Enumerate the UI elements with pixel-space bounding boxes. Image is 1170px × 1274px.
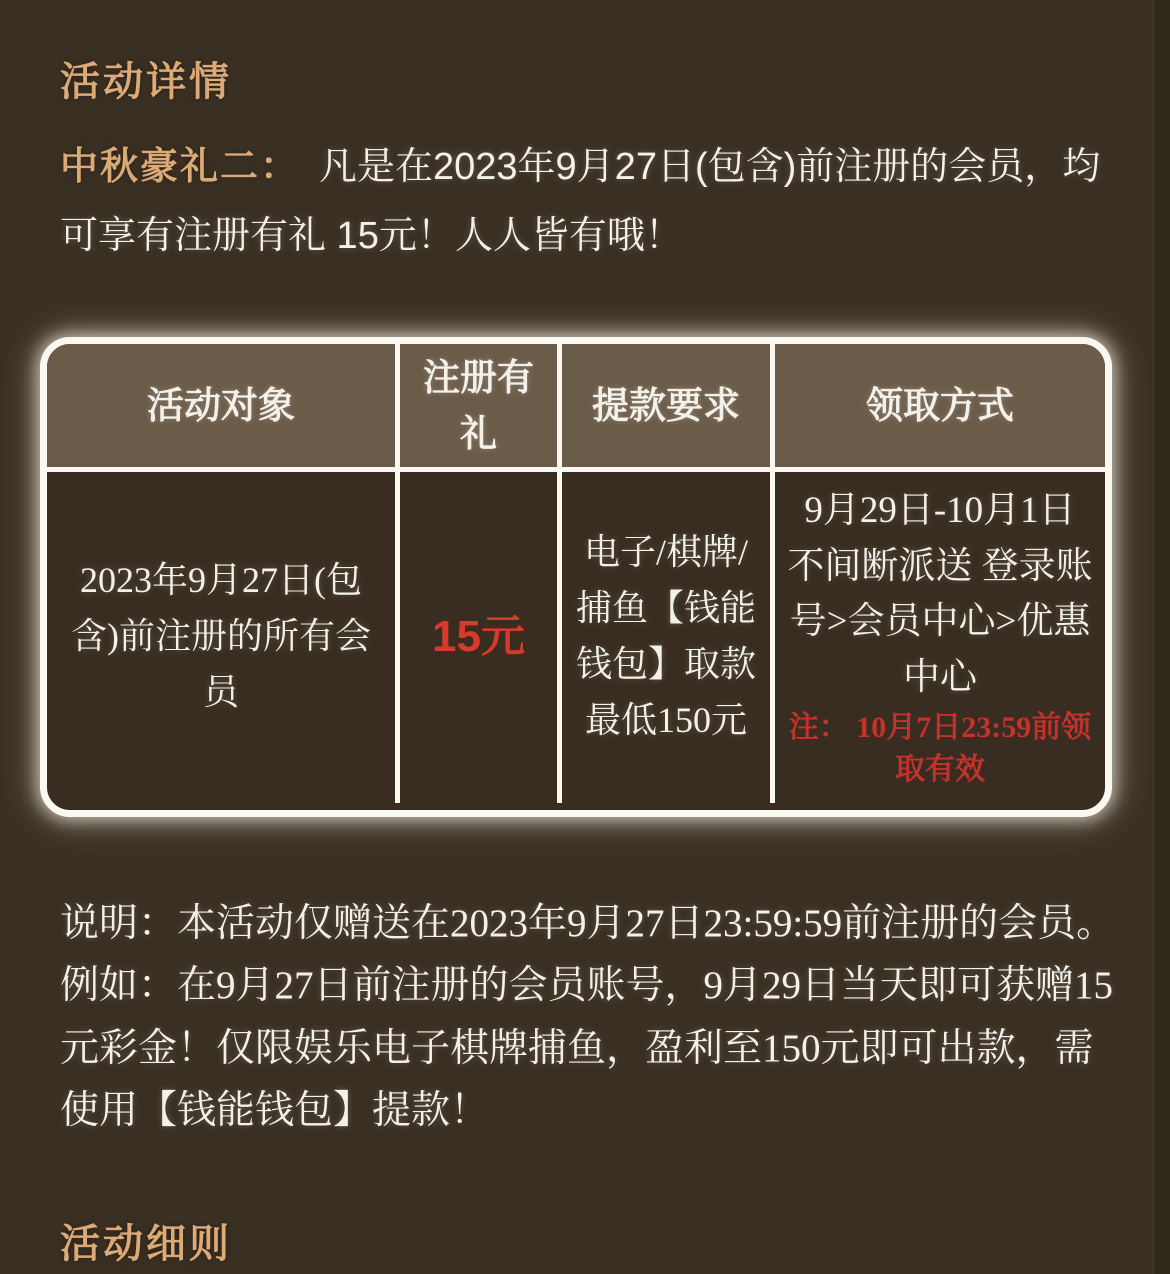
intro-label: 中秋豪礼二： bbox=[60, 146, 282, 188]
promo-table bbox=[40, 337, 1112, 817]
table-body-row bbox=[47, 471, 1105, 803]
claim-note: 注： 10月7日23:59前领取有效 bbox=[788, 711, 1092, 786]
cell-bonus: 15元 bbox=[395, 471, 557, 803]
intro-paragraph bbox=[60, 133, 1122, 271]
cell-target: 2023年9月27日(包含)前注册的所有会员 bbox=[71, 560, 371, 712]
footer-title: 活动细则 bbox=[60, 1222, 232, 1266]
cell-claim bbox=[770, 471, 1105, 803]
header-cell-target: 活动对象 bbox=[47, 344, 395, 472]
page-title: 活动详情 bbox=[60, 60, 232, 104]
intro-text: 凡是在2023年9月27日(包含)前注册的会员，均可享有注册有礼 15元！人人皆有哦！ bbox=[60, 146, 1101, 258]
notes-paragraph bbox=[60, 893, 1122, 1143]
header-cell-withdraw: 提款要求 bbox=[557, 344, 770, 472]
note-line-2: 例如：在9月27日前注册的会员账号，9月29日当天即可获赠15元彩金！仅限娱乐电子棋牌捕鱼，盈利至150元即可出款，需使用【钱能钱包】提款！ bbox=[60, 964, 1114, 1133]
claim-text: 9月29日-10月1日不间断派送 登录账号>会员中心>优惠中心 bbox=[787, 490, 1093, 698]
header-cell-bonus: 注册有礼 bbox=[395, 344, 557, 472]
note-line-1: 说明：本活动仅赠送在2023年9月27日23:59:59前注册的会员。 bbox=[60, 902, 1116, 945]
table-header-row bbox=[47, 344, 1105, 471]
header-cell-claim: 领取方式 bbox=[770, 344, 1105, 472]
cell-withdraw: 电子/棋牌/捕鱼【钱能钱包】取款最低150元 bbox=[557, 471, 770, 803]
right-edge-strip bbox=[1153, 0, 1170, 1274]
